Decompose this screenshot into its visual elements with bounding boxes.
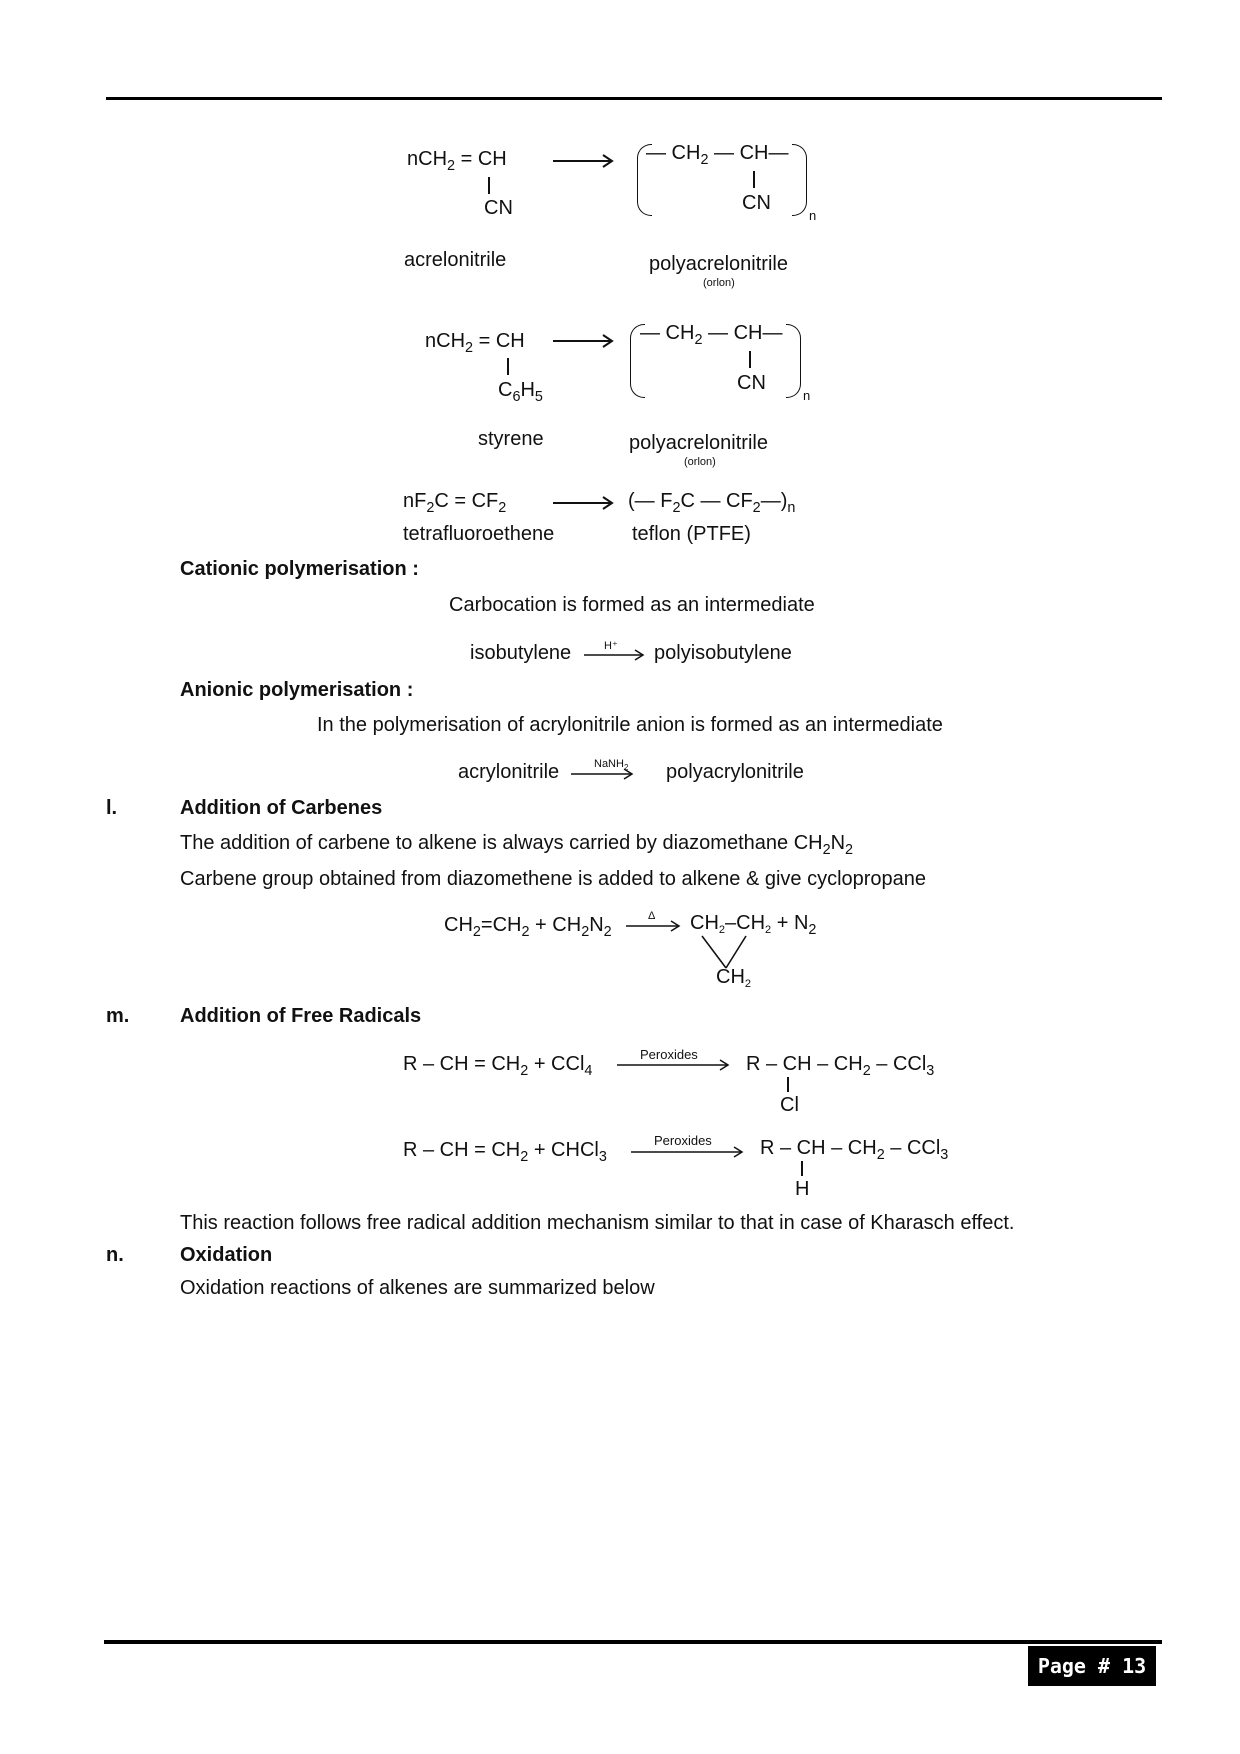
reactant-name: acrelonitrile	[404, 249, 507, 271]
cationic-reactant: isobutylene	[470, 642, 572, 664]
reactant-formula: nCH$_2$ = CH	[425, 330, 525, 357]
product-note: (orlon)	[703, 277, 735, 289]
carbene-reagent: Δ	[648, 910, 656, 922]
carbene-product: $CH_2-CH_2 + N_2$	[690, 912, 817, 939]
anionic-reagent: NaNH$_2$	[594, 758, 629, 772]
product-formula: — $CH_2$ — CH—	[640, 322, 783, 349]
right-bracket	[792, 144, 807, 216]
section-n-text: Oxidation reactions of alkenes are summarized below	[180, 1277, 655, 1299]
eq2-product: R – CH – $CH_2 - CCl_3$	[760, 1137, 949, 1164]
bond-line	[787, 1077, 789, 1092]
section-l-label: l.	[106, 797, 118, 819]
eq1-reactants: R – CH = $CH_2 + CCl_4$	[403, 1053, 593, 1080]
product-note: (orlon)	[684, 456, 716, 468]
reaction-arrow	[553, 494, 615, 512]
eq2-reagent: Peroxides	[654, 1133, 712, 1148]
cationic-reagent: H⁺	[604, 640, 618, 652]
section-n-label: n.	[106, 1244, 124, 1266]
reaction-arrow	[553, 152, 615, 170]
reactant-formula: $nF_2C = CF_2$	[403, 490, 507, 517]
section-n-heading: Oxidation	[180, 1244, 273, 1266]
product-substituent: CN	[737, 372, 766, 394]
top-rule	[106, 97, 1162, 100]
bond-line	[507, 358, 509, 375]
product-name: teflon (PTFE)	[632, 523, 751, 545]
product-name: polyacrelonitrile	[629, 432, 768, 454]
reactant-name: styrene	[478, 428, 544, 450]
reactant-name: tetrafluoroethene	[403, 523, 555, 545]
cationic-text: Carbocation is formed as an intermediate	[449, 594, 815, 616]
reactant-formula: nCH$_2$ = CH	[407, 148, 507, 175]
substituent: CN	[484, 197, 513, 219]
bond-line	[801, 1161, 803, 1176]
eq1-product: R – CH – $CH_2 - CCl_3$	[746, 1053, 935, 1080]
bond-line	[753, 171, 755, 188]
reaction-arrow	[584, 648, 646, 662]
eq2-branch: H	[795, 1178, 810, 1200]
product-name: polyacrelonitrile	[649, 253, 788, 275]
bottom-rule	[104, 1640, 1162, 1644]
substituent: $C_6H_5$	[498, 379, 543, 406]
section-m-heading: Addition of Free Radicals	[180, 1005, 422, 1027]
section-l-heading: Addition of Carbenes	[180, 797, 383, 819]
anionic-product: polyacrylonitrile	[666, 761, 804, 783]
section-m-note: This reaction follows free radical addition mechanism similar to that in case of Kharasch effect.	[180, 1212, 1015, 1234]
reaction-arrow	[626, 919, 682, 933]
page-number: Page # 13	[1028, 1646, 1156, 1686]
product-formula: (— $F_2C$ — $CF_2—)_n$	[628, 490, 796, 517]
anionic-text: In the polymerisation of acrylonitrile anion is formed as an intermediate	[317, 714, 943, 736]
eq2-reactants: R – CH = $CH_2$ + CHCl$_3$	[403, 1139, 607, 1166]
anionic-reactant: acrylonitrile	[458, 761, 560, 783]
product-formula: — $CH_2$ — CH—	[646, 142, 789, 169]
reaction-arrow	[553, 332, 615, 350]
product-substituent: CN	[742, 192, 771, 214]
carbene-product-bottom: $CH_2$	[716, 966, 752, 990]
section-l-line1: The addition of carbene to alkene is always carried by diazomethane $CH_2N_2$	[180, 832, 854, 859]
reaction-arrow	[631, 1145, 745, 1159]
repeat-n: n	[809, 208, 817, 223]
eq1-branch: Cl	[780, 1094, 799, 1116]
eq1-reagent: Peroxides	[640, 1047, 698, 1062]
cationic-heading: Cationic polymerisation :	[180, 558, 419, 580]
carbene-reactants: $CH_2=CH_2 + CH_2N_2$	[444, 914, 612, 941]
repeat-n: n	[803, 388, 811, 403]
section-l-line2: Carbene group obtained from diazomethene is added to alkene & give cyclopropane	[180, 868, 927, 890]
bond-line	[749, 351, 751, 368]
reaction-arrow	[617, 1058, 731, 1072]
bond-line	[488, 177, 490, 194]
right-bracket	[786, 324, 801, 398]
reaction-arrow	[571, 767, 635, 781]
anionic-heading: Anionic polymerisation :	[180, 679, 414, 701]
cationic-product: polyisobutylene	[654, 642, 792, 664]
section-m-label: m.	[106, 1005, 130, 1027]
